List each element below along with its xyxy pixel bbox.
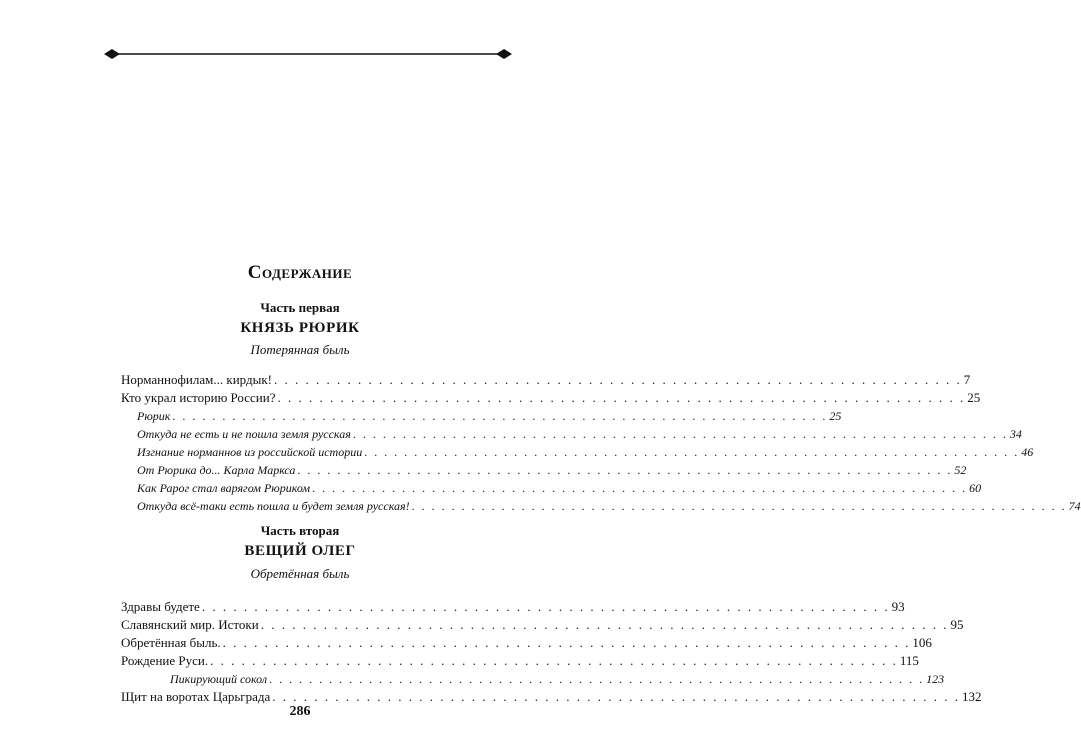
part2-label: Часть вторая (260, 523, 340, 538)
entry-title: Изгнание норманнов из российской истории (137, 445, 363, 459)
dot-leader: . . . . . . . . . . . . . . . . . . . . . . . . . . . . . . . . . . . . . . . . . . . . . . . . . . . . . . . . . . . . . . . . . . (277, 390, 966, 405)
toc-entry[interactable] (0, 598, 905, 616)
toc-part2-list (0, 598, 982, 706)
entry-page: 95 (950, 617, 964, 632)
entry-title: Пикирующий сокол (170, 672, 268, 686)
toc-entry[interactable] (0, 634, 932, 652)
dot-leader: . . . . . . . . . . . . . . . . . . . . . . . . . . . . . . . . . . . . . . . . . . . . . . . . . . . . . . . . . . . . . . . . . . (312, 481, 968, 495)
part2-title: ВЕЩИЙ ОЛЕГ (244, 543, 356, 559)
dot-leader: . . . . . . . . . . . . . . . . . . . . . . . . . . . . . . . . . . . . . . . . . . . . . . . . . . . . . . . . . . . . . . . . . . (269, 672, 925, 686)
entry-title: Кто украл историю России? (121, 390, 276, 405)
entry-page: 115 (899, 653, 919, 668)
toc-entry[interactable] (0, 616, 964, 634)
toc-part1-list (0, 371, 1081, 515)
entry-title: Здравы будете (121, 599, 200, 614)
dot-leader: . . . . . . . . . . . . . . . . . . . . . . . . . . . . . . . . . . . . . . . . . . . . . . . . . . . . . . . . . . . . . . . . . . (260, 617, 949, 632)
dot-leader: . . . . . . . . . . . . . . . . . . . . . . . . . . . . . . . . . . . . . . . . . . . . . . . . . . . . . . . . . . . . . . . . . . (352, 427, 1008, 441)
toc-subentry[interactable] (0, 479, 982, 497)
dot-leader: . . . . . . . . . . . . . . . . . . . . . . . . . . . . . . . . . . . . . . . . . . . . . . . . . . . . . . . . . . . . . . . . . . (172, 409, 828, 423)
page-number: 286 (289, 704, 311, 719)
entry-page: 46 (1021, 445, 1034, 459)
entry-title: Откуда всё-таки есть пошла и будет земля русская! (137, 499, 410, 513)
toc-subentry[interactable] (0, 670, 945, 688)
entry-page: 106 (912, 635, 932, 650)
dot-leader: . . . . . . . . . . . . . . . . . . . . . . . . . . . . . . . . . . . . . . . . . . . . . . . . . . . . . . . . . . . . . . . . . . (273, 372, 962, 387)
dot-leader: . . . . . . . . . . . . . . . . . . . . . . . . . . . . . . . . . . . . . . . . . . . . . . . . . . . . . . . . . . . . . . . . . . (364, 445, 1020, 459)
entry-page: 25 (967, 390, 981, 405)
entry-page: 93 (891, 599, 905, 614)
entry-title: Славянский мир. Истоки (121, 617, 259, 632)
dot-leader: . . . . . . . . . . . . . . . . . . . . . . . . . . . . . . . . . . . . . . . . . . . . . . . . . . . . . . . . . . . . . . . . . . (201, 599, 890, 614)
entry-title: Норманнофилам... кирдык! (121, 372, 272, 387)
toc-entry[interactable] (0, 389, 981, 407)
entry-page: 74 (1068, 499, 1081, 513)
part1-subtitle: Потерянная быль (250, 342, 350, 357)
entry-title: Рюрик (137, 409, 171, 423)
entry-title: Рождение Руси. (121, 653, 209, 668)
part1-label: Часть первая (260, 300, 340, 315)
entry-title: От Рюрика до... Карла Маркса (137, 463, 296, 477)
toc-subentry[interactable] (0, 461, 967, 479)
entry-title: Обретённая быль. (121, 635, 221, 650)
entry-page: 25 (829, 409, 842, 423)
part1-title: КНЯЗЬ РЮРИК (240, 320, 360, 336)
entry-page: 123 (926, 672, 945, 686)
entry-page: 52 (954, 463, 967, 477)
dot-leader: . . . . . . . . . . . . . . . . . . . . . . . . . . . . . . . . . . . . . . . . . . . . . . . . . . . . . . . . . . . . . . . . . . (411, 499, 1067, 513)
entry-page: 132 (962, 689, 982, 704)
dot-leader: . . . . . . . . . . . . . . . . . . . . . . . . . . . . . . . . . . . . . . . . . . . . . . . . . . . . . . . . . . . . . . . . . . (210, 653, 898, 668)
toc-subentry[interactable] (0, 497, 1081, 515)
toc-entry[interactable] (0, 652, 919, 670)
toc-subentry[interactable] (0, 425, 1022, 443)
decorative-rule (104, 47, 512, 61)
toc-subentry[interactable] (0, 443, 1034, 461)
entry-page: 7 (963, 372, 971, 387)
entry-page: 34 (1009, 427, 1022, 441)
entry-title: Как Рарог стал варягом Рюриком (137, 481, 311, 495)
toc-title: Содержание (247, 262, 353, 283)
toc-entry[interactable] (0, 371, 971, 389)
toc-subentry[interactable] (0, 407, 842, 425)
dot-leader: . . . . . . . . . . . . . . . . . . . . . . . . . . . . . . . . . . . . . . . . . . . . . . . . . . . . . . . . . . . . . . . . . . (272, 689, 961, 704)
dot-leader: . . . . . . . . . . . . . . . . . . . . . . . . . . . . . . . . . . . . . . . . . . . . . . . . . . . . . . . . . . . . . . . . . . (297, 463, 953, 477)
entry-title: Щит на воротах Царьграда (121, 689, 271, 704)
entry-page: 60 (969, 481, 982, 495)
part2-subtitle: Обретённая быль (250, 566, 350, 581)
entry-title: Откуда не есть и не пошла земля русская (137, 427, 351, 441)
dot-leader: . . . . . . . . . . . . . . . . . . . . . . . . . . . . . . . . . . . . . . . . . . . . . . . . . . . . . . . . . . . . . . . . . . (222, 635, 911, 650)
